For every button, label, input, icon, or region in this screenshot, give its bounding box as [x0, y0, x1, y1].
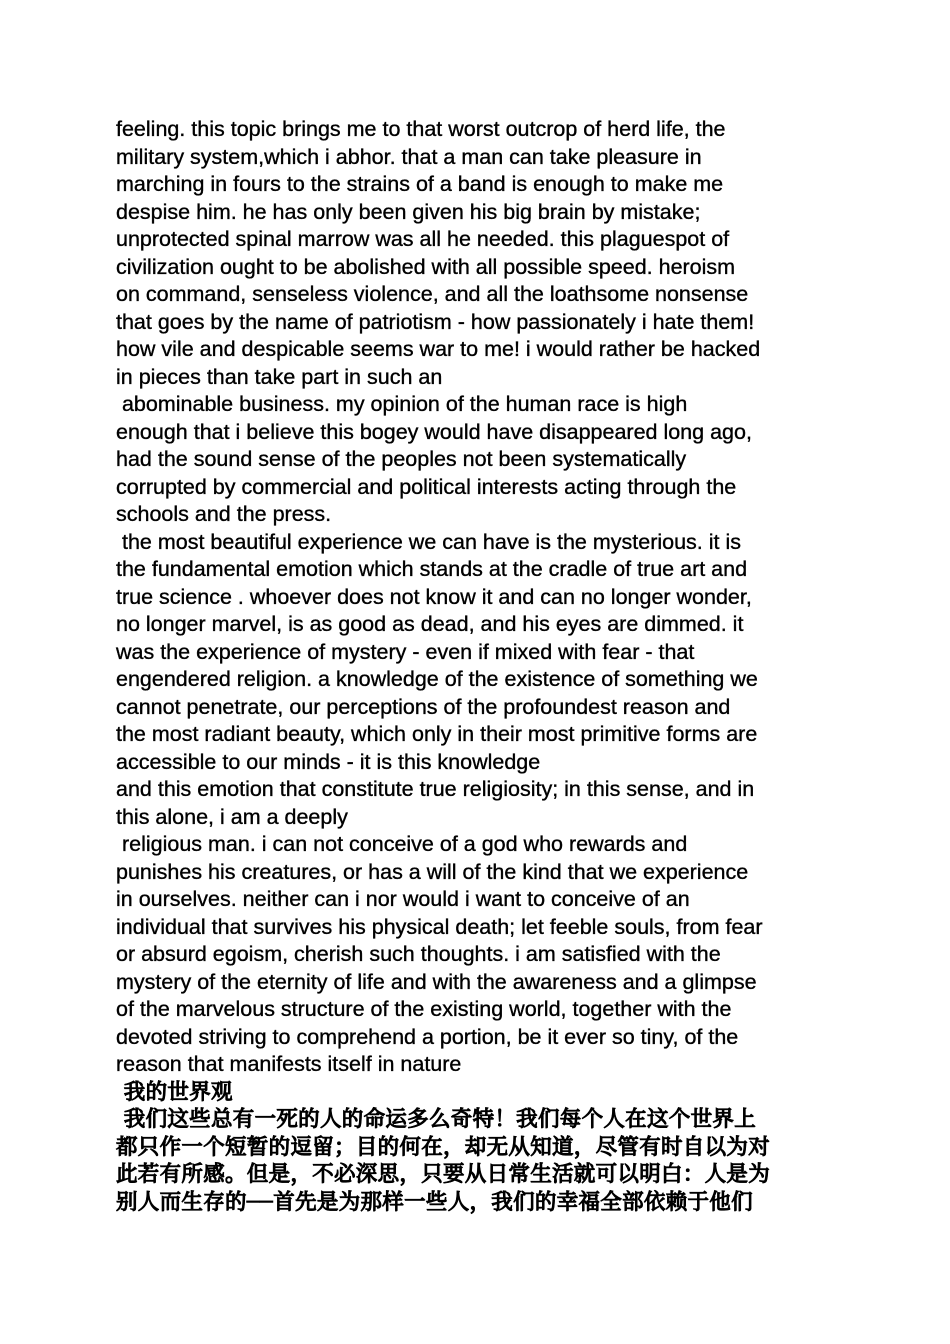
text-line: and this emotion that constitute true religiosity; in this sense, and in [116, 777, 755, 801]
text-line: devoted striving to comprehend a portion, be it ever so tiny, of the [116, 1024, 739, 1049]
text-line: in ourselves. neither can i nor would i want to conceive of an [116, 887, 690, 911]
chinese-text-line: 我们这些总有一死的人的命运多么奇特！我们每个人在这个世界上 [116, 1107, 756, 1132]
text-line: accessible to our minds - it is this knowledge [116, 749, 541, 774]
text-line: the most beautiful experience we can have is the mysterious. it is [116, 529, 742, 554]
text-line: the most radiant beauty, which only in their most primitive forms are [116, 722, 758, 746]
text-line: engendered religion. a knowledge of the existence of something we [116, 667, 758, 691]
text-line: the fundamental emotion which stands at the cradle of true art and [116, 557, 748, 581]
text-line: civilization ought to be abolished with all possible speed. heroism [116, 254, 736, 279]
chinese-text-line: 此若有所感。但是，不必深思，只要从日常生活就可以明白：人是为 [116, 1162, 771, 1187]
text-line: or absurd egoism, cherish such thoughts. i am satisfied with the [116, 942, 721, 966]
text-line: was the experience of mystery - even if mixed with fear - that [116, 639, 695, 664]
text-line: marching in fours to the strains of a band is enough to make me [116, 172, 724, 196]
chinese-text-line: 别人而生存的──首先是为那样一些人，我们的幸福全部依赖于他们 [116, 1189, 753, 1215]
text-line: corrupted by commercial and political interests acting through the [116, 474, 737, 499]
chinese-text-line: 都只作一个短暂的逗留；目的何在，却无从知道，尽管有时自以为对 [116, 1134, 771, 1160]
text-line: had the sound sense of the peoples not been systematically [116, 447, 687, 471]
text-line: no longer marvel, is as good as dead, and his eyes are dimmed. it [116, 612, 744, 636]
text-line: how vile and despicable seems war to me! i would rather be hacked [116, 337, 761, 361]
text-line: in pieces than take part in such an [116, 364, 443, 389]
text-line: unprotected spinal marrow was all he needed. this plaguespot of [116, 227, 730, 251]
text-line: mystery of the eternity of life and with the awareness and a glimpse [116, 969, 757, 994]
text-line: of the marvelous structure of the existing world, together with the [116, 997, 732, 1021]
text-line: military system,which i abhor. that a man can take pleasure in [116, 144, 702, 169]
text-line: that goes by the name of patriotism - how passionately i hate them! [116, 309, 755, 334]
chinese-title: 我的世界观 [116, 1079, 233, 1105]
text-line: individual that survives his physical death; let feeble souls, from fear [116, 914, 763, 939]
text-body [116, 116, 846, 1216]
text-line: on command, senseless violence, and all the loathsome nonsense [116, 282, 749, 306]
text-line: this alone, i am a deeply [116, 804, 348, 829]
text-line: schools and the press. [116, 502, 332, 526]
text-line: true science . whoever does not know it and can no longer wonder, [116, 584, 752, 609]
text-line: enough that i believe this bogey would have disappeared long ago, [116, 419, 752, 444]
text-line: reason that manifests itself in nature [116, 1052, 462, 1076]
text-line: cannot penetrate, our perceptions of the profoundest reason and [116, 694, 731, 719]
text-line: despise him. he has only been given his big brain by mistake; [116, 199, 701, 224]
text-line: religious man. i can not conceive of a god who rewards and [116, 832, 688, 856]
text-line: feeling. this topic brings me to that worst outcrop of herd life, the [116, 117, 726, 141]
text-line: punishes his creatures, or has a will of the kind that we experience [116, 859, 749, 884]
text-line: abominable business. my opinion of the human race is high [116, 392, 688, 416]
